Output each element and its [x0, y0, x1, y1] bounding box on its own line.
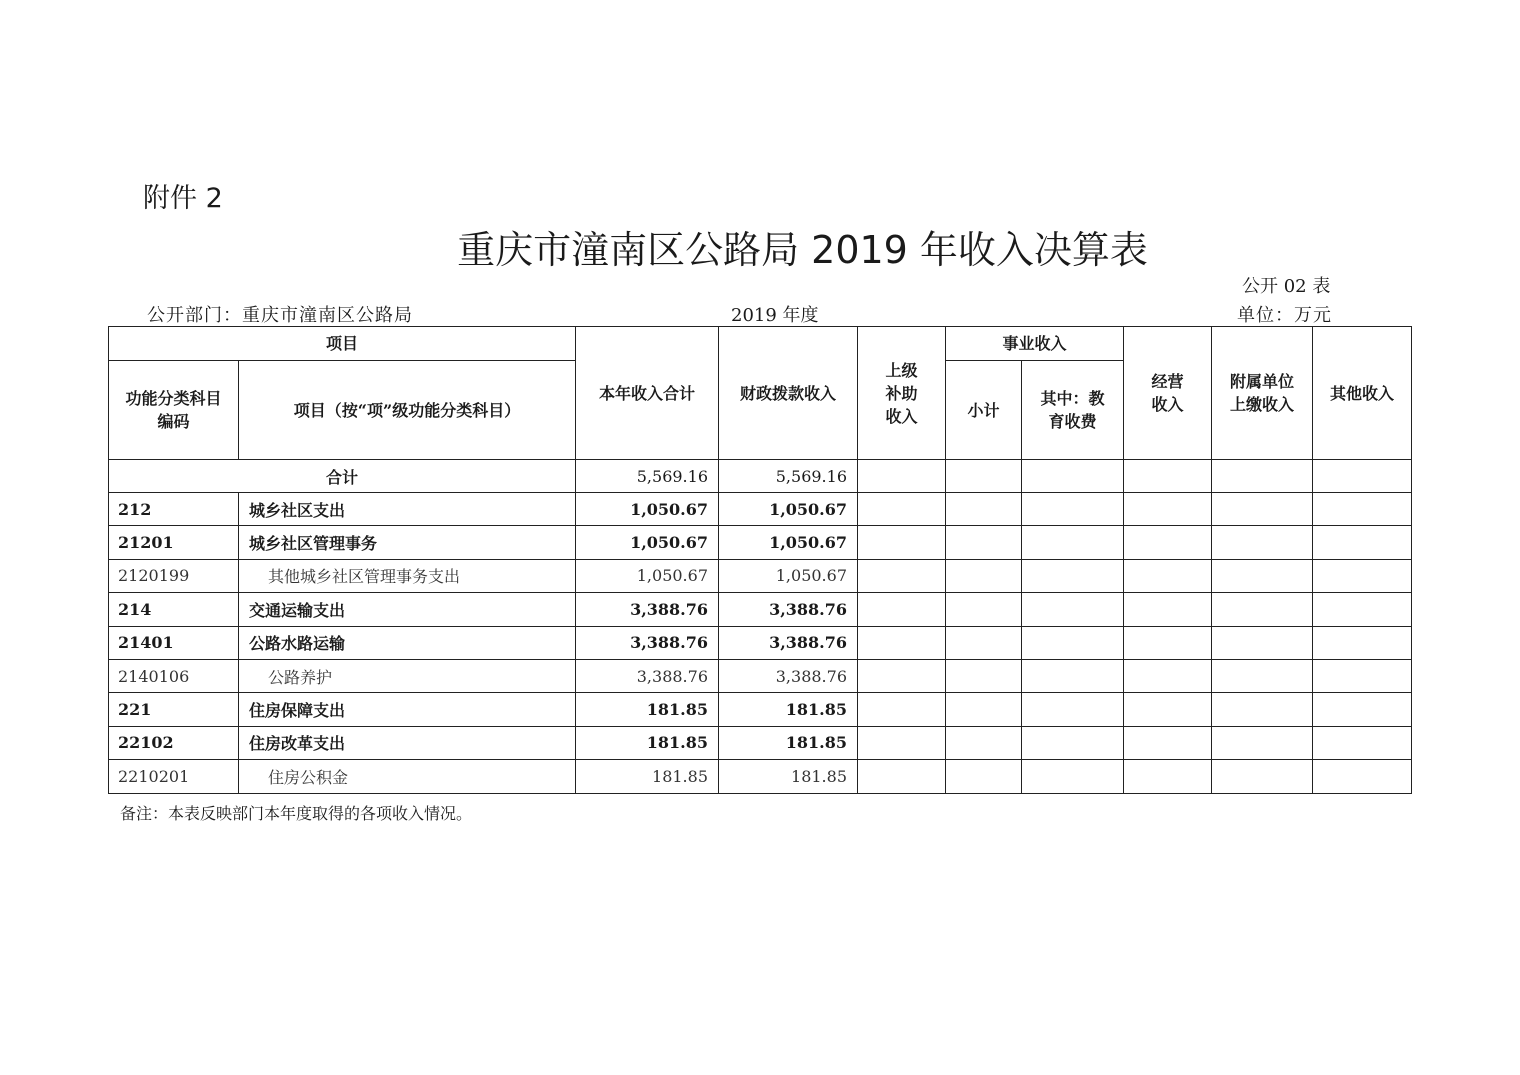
total-income-value: 5,569.16 [576, 460, 719, 493]
row-code: 21201 [109, 526, 239, 559]
row-code: 2140106 [109, 659, 239, 692]
total-fiscal-value: 5,569.16 [719, 460, 858, 493]
row-fiscal: 1,050.67 [719, 559, 858, 592]
row-fiscal: 181.85 [719, 760, 858, 793]
row-code: 2210201 [109, 760, 239, 793]
total-row [109, 460, 1412, 493]
row-name: 住房公积金 [239, 760, 576, 793]
row-total: 3,388.76 [576, 659, 719, 692]
table-row [109, 493, 1412, 526]
row-fiscal: 3,388.76 [719, 659, 858, 692]
row-total: 1,050.67 [576, 526, 719, 559]
table-header [109, 327, 1412, 460]
row-name: 公路水路运输 [239, 626, 576, 659]
row-total: 1,050.67 [576, 493, 719, 526]
header-superior-subsidy: 上级补助收入 [858, 327, 946, 460]
row-code: 214 [109, 593, 239, 626]
income-table [108, 326, 1412, 794]
row-total: 181.85 [576, 760, 719, 793]
header-operating: 经营收入 [1124, 327, 1212, 460]
header-func-code: 功能分类科目编码 [109, 361, 239, 460]
row-name: 其他城乡社区管理事务支出 [239, 559, 576, 592]
table-row [109, 526, 1412, 559]
table-row [109, 593, 1412, 626]
header-edu-fee: 其中：教育收费 [1022, 361, 1124, 460]
table-row [109, 559, 1412, 592]
header-subtotal: 小计 [946, 361, 1022, 460]
row-total: 3,388.76 [576, 593, 719, 626]
row-code: 21401 [109, 626, 239, 659]
row-code: 212 [109, 493, 239, 526]
row-total: 3,388.76 [576, 626, 719, 659]
table-row [109, 726, 1412, 759]
row-total: 181.85 [576, 726, 719, 759]
header-other: 其他收入 [1313, 327, 1412, 460]
attachment-label: 附件 2 [143, 183, 223, 214]
table-row [109, 659, 1412, 692]
table-row [109, 693, 1412, 726]
header-project: 项目 [109, 327, 576, 361]
row-name: 住房改革支出 [239, 726, 576, 759]
row-name: 公路养护 [239, 659, 576, 692]
total-label: 合计 [109, 460, 576, 493]
row-name: 城乡社区支出 [239, 493, 576, 526]
fiscal-year: 2019 年度 [731, 305, 819, 326]
table-row [109, 760, 1412, 793]
row-code: 221 [109, 693, 239, 726]
row-fiscal: 181.85 [719, 726, 858, 759]
header-total-income: 本年收入合计 [576, 327, 719, 460]
page-title: 重庆市潼南区公路局 2019 年收入决算表 [457, 228, 1148, 272]
row-fiscal: 3,388.76 [719, 593, 858, 626]
row-fiscal: 3,388.76 [719, 626, 858, 659]
row-fiscal: 181.85 [719, 693, 858, 726]
row-total: 181.85 [576, 693, 719, 726]
row-name: 交通运输支出 [239, 593, 576, 626]
row-fiscal: 1,050.67 [719, 493, 858, 526]
header-project-item: 项目（按“项”级功能分类科目） [239, 361, 576, 460]
row-code: 22102 [109, 726, 239, 759]
row-fiscal: 1,050.67 [719, 526, 858, 559]
row-code: 2120199 [109, 559, 239, 592]
header-fiscal: 财政拨款收入 [719, 327, 858, 460]
header-affiliated: 附属单位上缴收入 [1212, 327, 1313, 460]
table-body [109, 460, 1412, 794]
footnote: 备注：本表反映部门本年度取得的各项收入情况。 [120, 804, 473, 823]
form-number: 公开 02 表 [1242, 276, 1331, 297]
row-name: 城乡社区管理事务 [239, 526, 576, 559]
unit-label: 单位：万元 [1237, 305, 1332, 326]
table-row [109, 626, 1412, 659]
row-total: 1,050.67 [576, 559, 719, 592]
row-name: 住房保障支出 [239, 693, 576, 726]
header-business-income: 事业收入 [946, 327, 1124, 361]
department-label: 公开部门：重庆市潼南区公路局 [147, 305, 413, 326]
